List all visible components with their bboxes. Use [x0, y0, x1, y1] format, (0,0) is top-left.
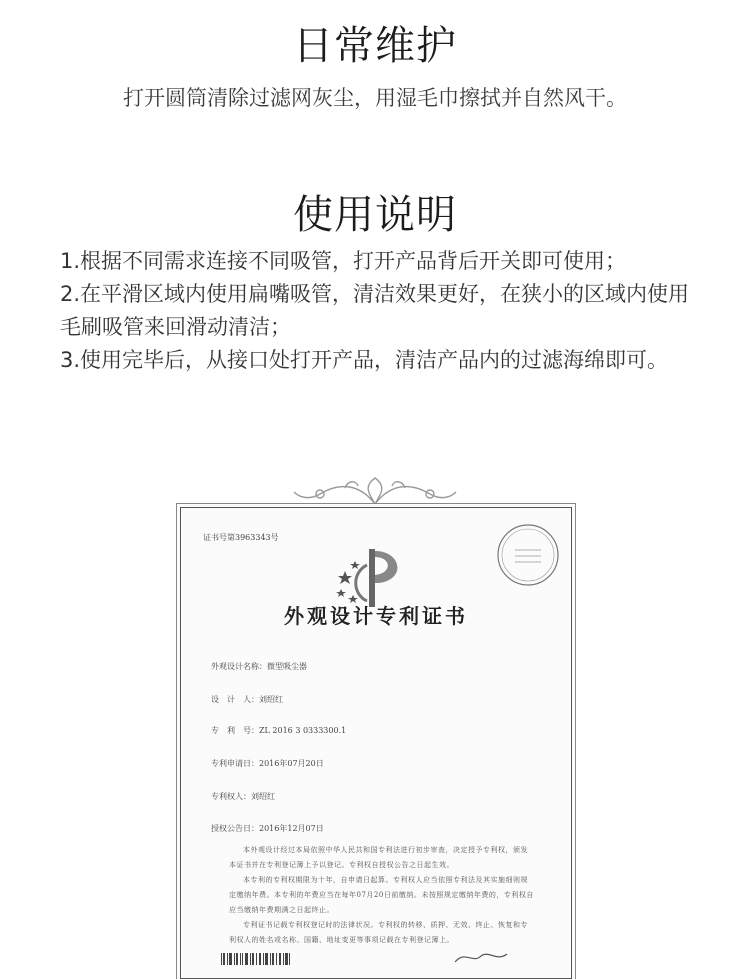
field-owner: [211, 791, 275, 802]
usage-instructions: [60, 245, 720, 377]
certificate-title: 外观设计专利证书: [284, 604, 468, 628]
designer-value: 刘绍红: [259, 695, 283, 704]
usage-line-2b: 毛刷吸管来回滑动清洁；: [60, 315, 291, 339]
certificate-paragraph-2: 本专利的专利权期限为十年，自申请日起算。专利权人应当依照专利法及其实施细则规定缴纳年费。本专利的年费应当在每年07月20日前缴纳。未按照规定缴纳年费的，专利权自应当缴纳年费期满之日起终止。: [229, 876, 534, 914]
field-designer: [211, 694, 283, 705]
patent-value: ZL 2016 3 0333300.1: [259, 726, 347, 735]
owner-value: 刘绍红: [251, 792, 275, 801]
owner-label: 专利权人：: [211, 792, 251, 801]
usage-title: 使用说明: [293, 192, 457, 238]
field-grant-date: [211, 823, 324, 834]
field-patent-number: [211, 725, 346, 736]
seal-icon: [493, 520, 563, 590]
maintenance-title: 日常维护: [293, 23, 457, 69]
apply-label: 专利申请日：: [211, 759, 259, 768]
usage-line-3: 3.使用完毕后，从接口处打开产品，清洁产品内的过滤海绵即可。: [60, 348, 669, 372]
barcode-icon: [221, 953, 291, 965]
maintenance-text: 打开圆筒清除过滤网灰尘，用湿毛巾擦拭并自然风干。: [123, 86, 627, 110]
usage-line-2a: 2.在平滑区域内使用扁嘴吸管，清洁效果更好，在狭小的区域内使用: [60, 282, 690, 306]
certificate-body: [229, 843, 534, 948]
product-value: 微型吸尘器: [267, 662, 307, 671]
designer-label: 设 计 人：: [211, 695, 259, 704]
grant-label: 授权公告日：: [211, 824, 259, 833]
certificate-paragraph-1: 本外观设计经过本局依照中华人民共和国专利法进行初步审查，决定授予专利权，颁发本证书并在专利登记簿上予以登记。专利权自授权公告之日起生效。: [229, 846, 528, 869]
signature-icon: [451, 948, 511, 966]
patent-label: 专 利 号：: [211, 726, 259, 735]
usage-line-1: 1.根据不同需求连接不同吸管，打开产品背后开关即可使用；: [60, 249, 627, 273]
apply-value: 2016年07月20日: [259, 759, 324, 768]
patent-certificate: [180, 507, 572, 979]
certificate-paragraph-3: 专利证书记载专利权登记时的法律状况。专利权的转移、质押、无效、终止、恢复和专利权人的姓名或名称、国籍、地址变更等事项记载在专利登记簿上。: [229, 921, 528, 944]
grant-value: 2016年12月07日: [259, 824, 324, 833]
certificate-number: 证书号第3963343号: [203, 533, 279, 542]
field-apply-date: [211, 758, 324, 769]
product-label: 外观设计名称：: [211, 662, 267, 671]
field-product: [211, 661, 307, 672]
